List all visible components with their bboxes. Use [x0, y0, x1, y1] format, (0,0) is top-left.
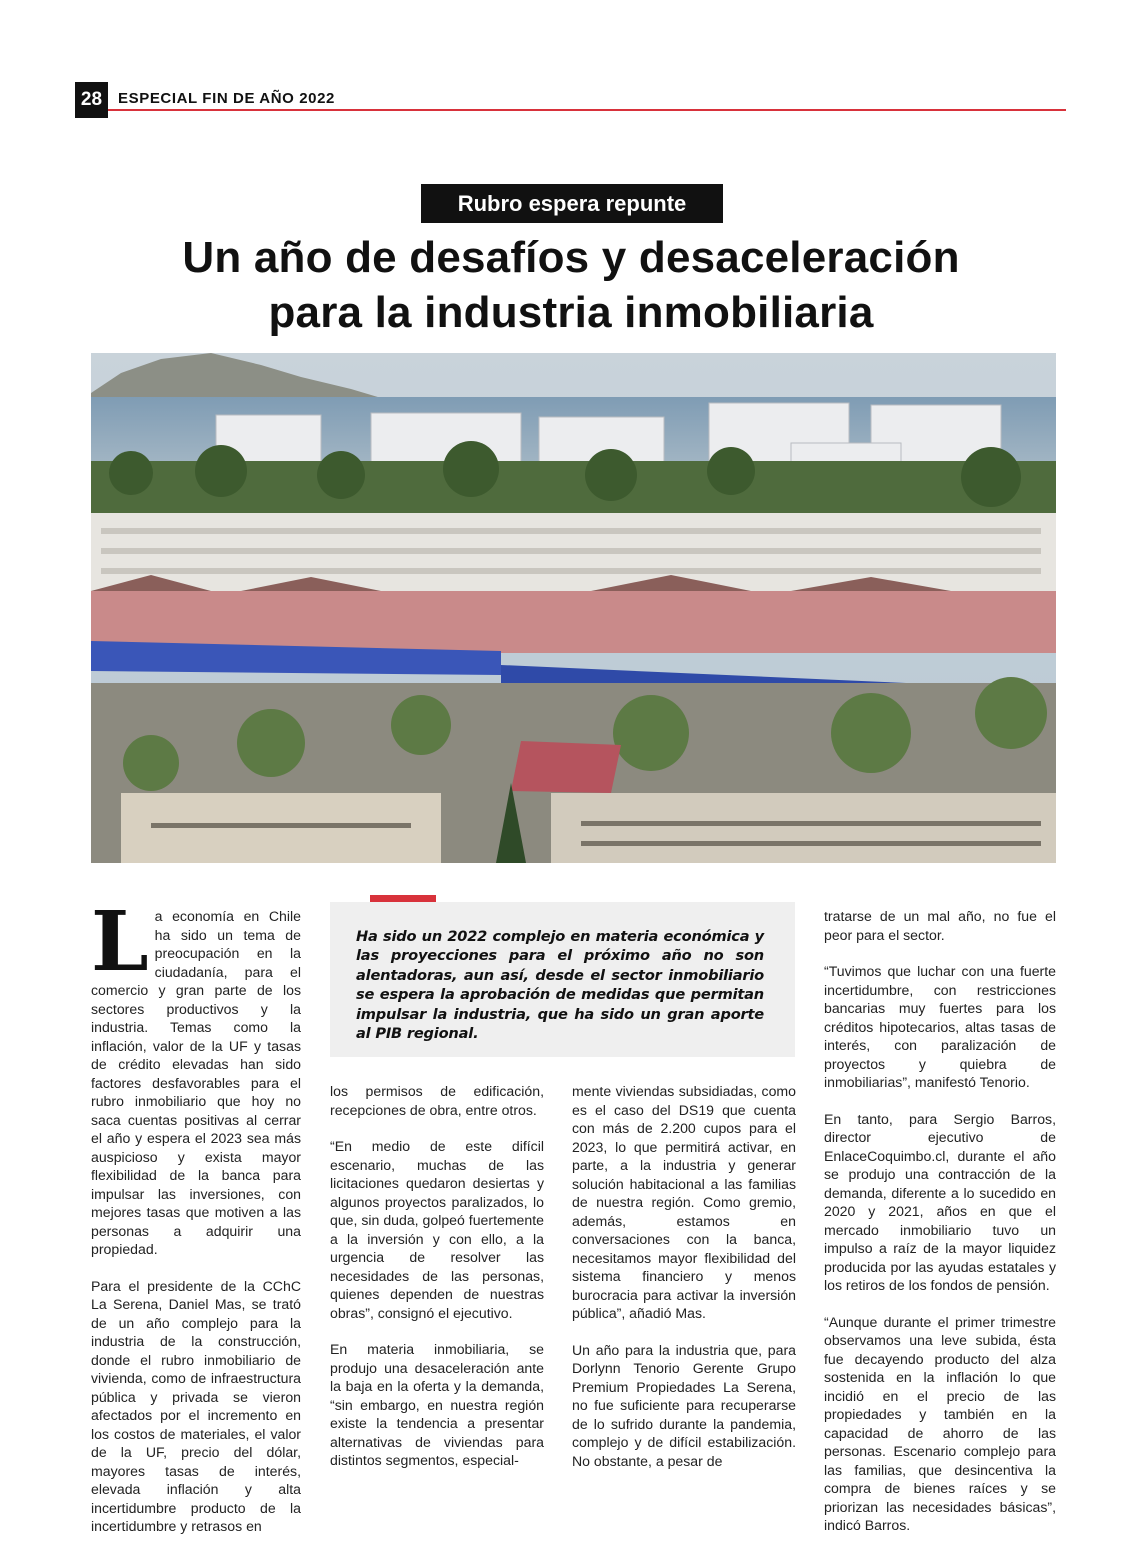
pull-quote-accent	[370, 895, 436, 902]
city-aerial-photo	[91, 353, 1056, 863]
header-rule	[108, 109, 1066, 111]
drop-cap: L	[91, 894, 149, 990]
headline-line-1: Un año de desafíos y desaceleración	[182, 233, 960, 282]
column-4-paragraph: En tanto, para Sergio Barros, director ejecutivo de EnlaceCoquimbo.cl, durante el año se produjo una contracción de la demanda, diferente a lo sucedido en 2020 y 2021, años en que el mercado inmobiliario tuvo un impulso a raíz de la mayor liquidez producida por las ayudas estatales y los retiros de los fondos de pensión.	[824, 1110, 1056, 1293]
article-column-1	[91, 894, 301, 1554]
column-1-paragraph	[91, 894, 301, 1259]
column-2-paragraph: En materia inmobiliaria, se produjo una desaceleración ante la baja en la oferta y la demanda, “sin embargo, en nuestra región existe la tendencia a presentar alternativas de viviendas para distintos segmentos, especial-	[330, 1341, 544, 1468]
headline-line-2: para la industria inmobiliaria	[268, 288, 874, 337]
article-column-2	[330, 1082, 544, 1488]
article-column-4	[824, 907, 1056, 1553]
column-3-paragraph: Un año para la industria que, para Dorlynn Tenorio Gerente Grupo Premium Propiedades La Serena, no fue suficiente para recuperarse de lo sufrido durante la pandemia, complejo y de difícil estabilización. No obstante, a pesar de	[572, 1341, 796, 1469]
article-kicker: Rubro espera repunte	[421, 184, 723, 223]
article-column-3	[572, 1082, 796, 1488]
pull-quote-text: Ha sido un 2022 complejo en materia económica y las proyecciones para el próximo año no son alentadoras, aun así, desde el sector inmobiliario se espera la aprobación de medidas que permitan impulsar la industria, que ha sido un gran aporte al PIB regional.	[356, 928, 764, 1043]
column-4-paragraph: “Aunque durante el primer trimestre observamos una leve subida, ésta fue decayendo producto del alza sostenida en la inflación lo que incidió en el precio de las propiedades y también en la capacidad de ahorro de las personas. Escenario complejo para las familias, que desincentiva la compra de bienes raíces y se priorizan las necesidades básicas”, indicó Barros.	[824, 1313, 1056, 1533]
column-2-paragraph: los permisos de edificación, recepciones de obra, entre otros.	[330, 1083, 544, 1118]
page-number: 28	[75, 82, 108, 118]
column-1-text: a economía en Chile ha sido un tema de preocupación en la ciudadanía, para el comercio y gran parte de los sectores productivos y la industria. Temas como la inflación, valor de la UF y tasas de crédito elevadas han sido factores desfavorables para el rubro inmobiliario que hoy no saca cuentas positivas al cerrar el año y espera el 2023 sea más auspicioso y exista mayor flexibilidad de la banca para impulsar las inversiones, con mejores tasas que motiven a las personas a adquirir una propiedad.	[91, 908, 301, 1257]
column-3-paragraph: mente viviendas subsidiadas, como es el caso del DS19 que cuenta con más de 2.200 cupos para el 2023, lo que permitirá activar, en parte, a la industria y generar solución habitacional a las familias de nuestra región. Como gremio, además, estamos en conversaciones con la banca, necesitamos mayor flexibilidad del sistema financiero y menos burocracia para activar la inversión pública”, añadió Mas.	[572, 1083, 796, 1321]
column-4-paragraph: tratarse de un mal año, no fue el peor para el sector.	[824, 908, 1056, 943]
column-2-paragraph: “En medio de este difícil escenario, muchas de las licitaciones quedaron desiertas y algunos proyectos paralizados, lo que, sin duda, golpeó fuertemente a la inversión y con ello, a la urgencia de resolver las necesidades de las personas, quienes dependen de nuestras obras”, consignó el ejecutivo.	[330, 1138, 544, 1321]
article-headline	[60, 230, 1082, 340]
column-1-paragraph: Para el presidente de la CChC La Serena, Daniel Mas, se trató de un año complejo para la industria de la construcción, donde el rubro inmobiliario de vivienda, como de infraestructura pública y privada se vieron afectados por el incremento en los costos de materiales, el valor de la UF, precio del dólar, mayores tasas de interés, elevada inflación y alta incertidumbre producto de la incertidumbre y retrasos en	[91, 1277, 301, 1534]
column-4-paragraph: “Tuvimos que luchar con una fuerte incertidumbre, con restricciones bancarias muy fuertes para los créditos hipotecarios, altas tasas de interés, con paralización de proyectos y quiebra de inmobiliarias”, manifestó Tenorio.	[824, 963, 1056, 1090]
section-label: ESPECIAL FIN DE AÑO 2022	[118, 90, 335, 107]
